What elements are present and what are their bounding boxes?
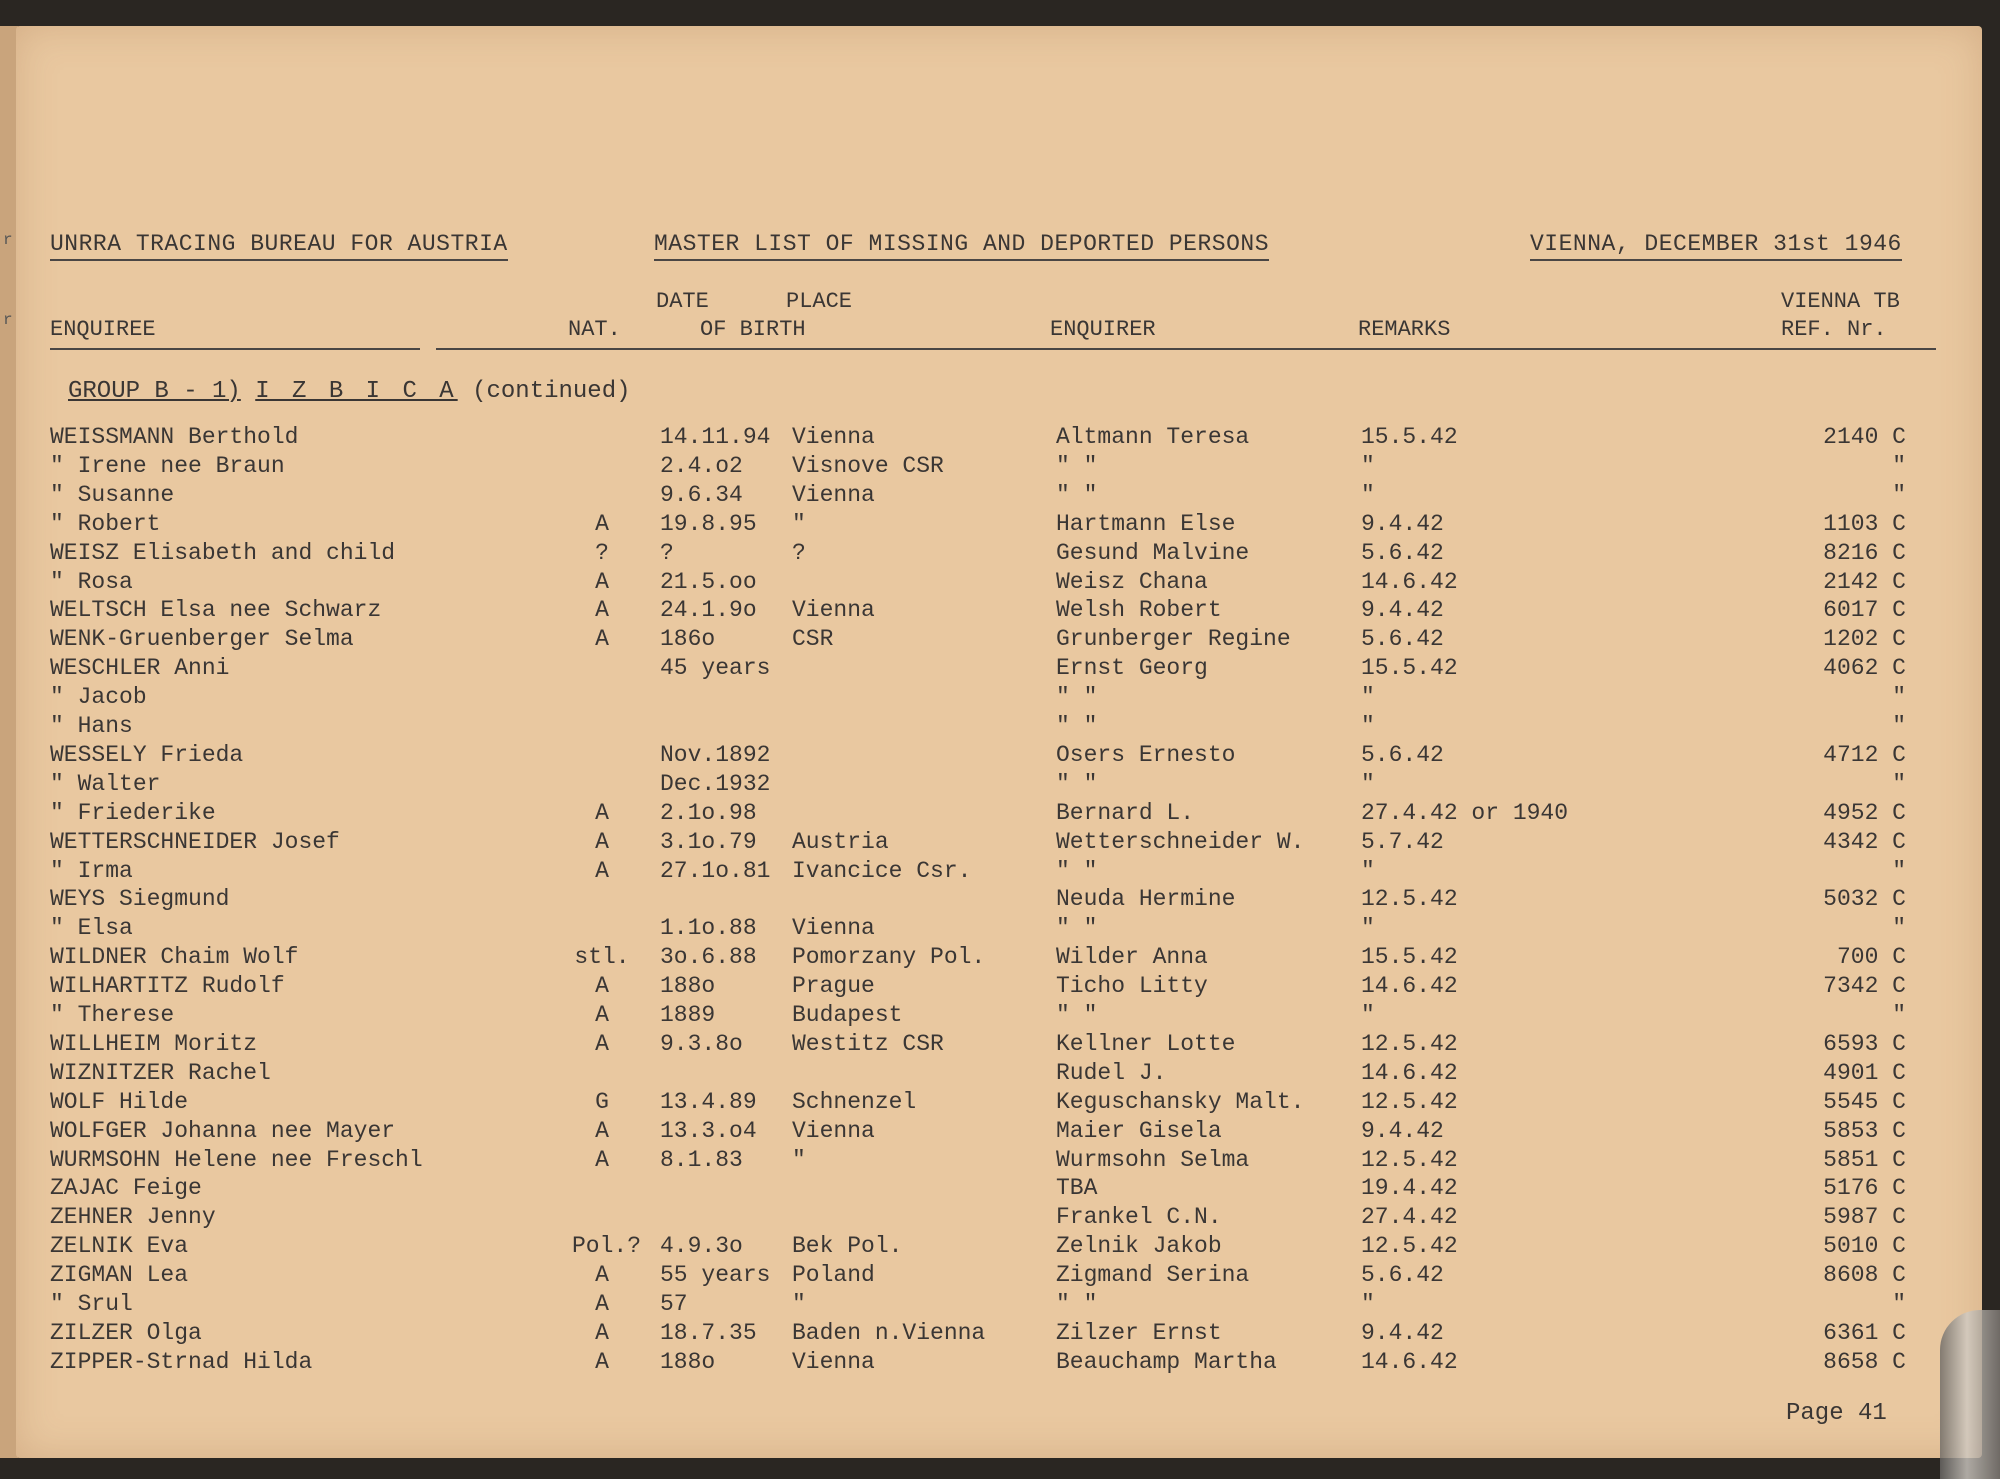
remarks: 9.4.42 [1361,1117,1444,1144]
reference-number: 6017 C [1823,597,1906,624]
column-rule [50,348,420,350]
nationality: A [595,1002,609,1028]
table-row [16,1291,1982,1321]
reference-number: 6361 C [1823,1319,1906,1346]
enquiree-name: " Robert [50,510,161,537]
enquirer-name: " " [1056,915,1098,942]
table-row [16,1089,1982,1119]
place-of-birth: " [792,1146,806,1173]
nationality: A [595,626,609,653]
table-row [16,540,1982,570]
date-of-birth: 57 [660,1291,688,1317]
reference-number: 2140 C [1823,424,1906,450]
enquirer-name: Gesund Malvine [1056,539,1250,566]
reference-number: 5545 C [1823,1088,1906,1115]
place-of-birth: ? [792,539,806,566]
enquirer-name: " " [1056,1002,1098,1028]
date-of-birth: Nov.1892 [660,741,771,768]
binding-mark: r [3,231,13,249]
date-of-birth: 55 years [660,1262,771,1289]
nationality: A [595,973,609,1000]
date-of-birth: 2.4.o2 [660,452,743,479]
enquiree-name: WILDNER Chaim Wolf [50,944,299,971]
enquiree-name: " Hans [50,713,133,739]
enquiree-name: " Friederike [50,799,216,826]
remarks: 15.5.42 [1361,424,1458,450]
remarks: 12.5.42 [1361,886,1458,913]
enquirer-name: Grunberger Regine [1056,626,1291,653]
remarks: 5.7.42 [1361,828,1444,855]
nationality: ? [595,539,609,566]
table-row [16,684,1982,714]
table-row [16,1118,1982,1148]
enquirer-name: Zilzer Ernst [1056,1319,1222,1346]
column-remarks: REMARKS [1358,317,1451,342]
table-row [16,1147,1982,1177]
remarks: " [1361,770,1375,797]
place-of-birth: Ivancice Csr. [792,857,972,884]
reference-number: 700 C [1836,944,1906,971]
date-of-birth: ? [660,539,674,566]
remarks: 14.6.42 [1361,568,1458,595]
remarks: 15.5.42 [1361,944,1458,971]
binder-clip [1940,1310,2000,1479]
column-enquirer: ENQUIRER [1050,317,1156,342]
enquiree-name: ZIGMAN Lea [50,1262,189,1289]
date-of-birth: 9.6.34 [660,481,743,508]
reference-number: 8658 C [1823,1348,1906,1375]
remarks: " [1361,684,1375,711]
table-row [16,1175,1982,1205]
document-page [16,26,1982,1458]
date-of-birth: 21.5.oo [660,568,757,595]
remarks: 5.6.42 [1361,626,1444,653]
place-of-birth: Austria [792,828,889,855]
date-of-birth: 1889 [660,1002,716,1028]
nationality: A [595,1030,609,1057]
enquirer-name: Bernard L. [1056,799,1195,826]
enquirer-name: Wilder Anna [1056,944,1208,971]
page-number: Page 41 [1786,1400,1887,1427]
enquirer-name: Maier Gisela [1056,1117,1222,1144]
enquiree-name: WETTERSCHNEIDER Josef [50,828,340,855]
remarks: 12.5.42 [1361,1088,1458,1115]
column-ref-nr: REF. Nr. [1781,317,1887,342]
remarks: 12.5.42 [1361,1030,1458,1057]
enquirer-name: Zigmand Serina [1056,1262,1250,1289]
nationality: stl. [574,944,630,971]
enquiree-name: " Jacob [50,684,147,711]
enquirer-name: Hartmann Else [1056,510,1236,537]
enquirer-name: Beauchamp Martha [1056,1348,1277,1375]
table-row [16,1320,1982,1350]
group-suffix: (continued) [472,378,631,405]
remarks: 14.6.42 [1361,973,1458,1000]
remarks: 12.5.42 [1361,1146,1458,1173]
date-of-birth: 188o [660,1348,716,1375]
enquiree-name: " Irma [50,857,133,884]
place-of-birth: CSR [792,626,834,653]
reference-number: " [1892,915,1906,942]
remarks: " [1361,452,1375,479]
reference-number: 6593 C [1823,1030,1906,1057]
enquirer-name: " " [1056,857,1098,884]
reference-number: 4342 C [1823,828,1906,855]
column-place-label: PLACE [786,289,853,314]
binding-mark: r [3,311,13,329]
enquirer-name: " " [1056,1291,1098,1317]
group-heading [68,378,631,405]
reference-number: " [1892,452,1906,479]
table-row [16,482,1982,512]
enquirer-name: Ticho Litty [1056,973,1208,1000]
column-date-label: DATE [656,289,709,314]
reference-number: " [1892,713,1906,739]
place-of-birth: " [792,510,806,537]
reference-number: 1202 C [1823,626,1906,653]
table-row [16,655,1982,685]
reference-number: 2142 C [1823,568,1906,595]
place-of-birth: Poland [792,1262,875,1289]
group-prefix: GROUP B - 1) [68,378,241,405]
reference-number: 5010 C [1823,1233,1906,1260]
enquirer-name: " " [1056,713,1098,739]
remarks: 27.4.42 [1361,1204,1458,1231]
remarks: 9.4.42 [1361,510,1444,537]
reference-number: 8216 C [1823,539,1906,566]
remarks: 9.4.42 [1361,1319,1444,1346]
header-bureau: UNRRA TRACING BUREAU FOR AUSTRIA [50,231,508,261]
table-row [16,800,1982,830]
place-of-birth: Pomorzany Pol. [792,944,986,971]
place-of-birth: Budapest [792,1002,903,1028]
reference-number: 4952 C [1823,799,1906,826]
remarks: 5.6.42 [1361,1262,1444,1289]
reference-number: 8608 C [1823,1262,1906,1289]
table-row [16,511,1982,541]
enquiree-name: ZILZER Olga [50,1319,202,1346]
table-row [16,915,1982,945]
date-of-birth: 13.4.89 [660,1088,757,1115]
enquiree-name: WELTSCH Elsa nee Schwarz [50,597,382,624]
table-row [16,1233,1982,1263]
enquiree-name: " Srul [50,1291,133,1317]
reference-number: 5176 C [1823,1175,1906,1202]
nationality: A [595,1348,609,1375]
table-row [16,1002,1982,1032]
nationality: A [595,1117,609,1144]
nationality: A [595,1319,609,1346]
enquiree-name: ZAJAC Feige [50,1175,202,1202]
date-of-birth: 188o [660,973,716,1000]
enquiree-name: WURMSOHN Helene nee Freschl [50,1146,423,1173]
header-date: VIENNA, DECEMBER 31st 1946 [1530,231,1902,261]
date-of-birth: 3.1o.79 [660,828,757,855]
remarks: 5.6.42 [1361,539,1444,566]
place-of-birth: Bek Pol. [792,1233,903,1260]
enquiree-name: WESCHLER Anni [50,655,230,682]
enquiree-name: ZELNIK Eva [50,1233,189,1260]
table-row [16,597,1982,627]
enquiree-name: " Irene nee Braun [50,452,285,479]
place-of-birth: Vienna [792,1117,875,1144]
remarks: " [1361,713,1375,739]
enquirer-name: TBA [1056,1175,1098,1202]
date-of-birth: 4.9.3o [660,1233,743,1260]
nationality: A [595,1262,609,1289]
nationality: A [595,1146,609,1173]
remarks: 5.6.42 [1361,741,1444,768]
enquiree-name: WEISZ Elisabeth and child [50,539,396,566]
remarks: " [1361,915,1375,942]
date-of-birth: 9.3.8o [660,1030,743,1057]
remarks: 12.5.42 [1361,1233,1458,1260]
date-of-birth: 3o.6.88 [660,944,757,971]
table-row [16,713,1982,743]
nationality: A [595,568,609,595]
enquiree-name: WIZNITZER Rachel [50,1059,271,1086]
enquirer-name: Keguschansky Malt. [1056,1088,1305,1115]
table-row [16,1204,1982,1234]
reference-number: 4712 C [1823,741,1906,768]
nationality: Pol.? [572,1233,642,1260]
nationality: A [595,828,609,855]
table-row [16,424,1982,454]
remarks: " [1361,1291,1375,1317]
column-date-of-birth: OF BIRTH [700,317,806,342]
reference-number: 5987 C [1823,1204,1906,1231]
reference-number: 5851 C [1823,1146,1906,1173]
date-of-birth: 186o [660,626,716,653]
nationality: A [595,799,609,826]
enquirer-name: Neuda Hermine [1056,886,1236,913]
header-list-title: MASTER LIST OF MISSING AND DEPORTED PERSONS [654,231,1269,261]
enquiree-name: WEISSMANN Berthold [50,424,299,450]
table-row [16,1060,1982,1090]
place-of-birth: " [792,1291,806,1317]
enquirer-name: Zelnik Jakob [1056,1233,1222,1260]
reference-number: " [1892,684,1906,711]
nationality: A [595,597,609,624]
place-of-birth: Schnenzel [792,1088,917,1115]
reference-number: " [1892,1291,1906,1317]
enquirer-name: Ernst Georg [1056,655,1208,682]
enquiree-name: " Walter [50,770,161,797]
enquiree-name: WOLF Hilde [50,1088,189,1115]
enquirer-name: " " [1056,481,1098,508]
enquirer-name: Osers Ernesto [1056,741,1236,768]
date-of-birth: 2.1o.98 [660,799,757,826]
enquirer-name: Kellner Lotte [1056,1030,1236,1057]
date-of-birth: 27.1o.81 [660,857,771,884]
date-of-birth: 24.1.9o [660,597,757,624]
table-row [16,1349,1982,1379]
column-enquiree: ENQUIREE [50,317,156,342]
enquiree-name: WILLHEIM Moritz [50,1030,258,1057]
column-ref-label: VIENNA TB [1781,289,1900,314]
reference-number: 4062 C [1823,655,1906,682]
enquirer-name: Rudel J. [1056,1059,1167,1086]
place-of-birth: Visnove CSR [792,452,944,479]
enquirer-name: Weisz Chana [1056,568,1208,595]
reference-number: " [1892,1002,1906,1028]
enquiree-name: WESSELY Frieda [50,741,244,768]
enquiree-name: WEYS Siegmund [50,886,230,913]
place-of-birth: Vienna [792,1348,875,1375]
reference-number: " [1892,857,1906,884]
table-row [16,569,1982,599]
remarks: 15.5.42 [1361,655,1458,682]
enquirer-name: " " [1056,770,1098,797]
enquirer-name: Wetterschneider W. [1056,828,1305,855]
reference-number: 5032 C [1823,886,1906,913]
date-of-birth: Dec.1932 [660,770,771,797]
nationality: A [595,857,609,884]
place-of-birth: Westitz CSR [792,1030,944,1057]
remarks: 14.6.42 [1361,1348,1458,1375]
table-row [16,886,1982,916]
place-of-birth: Vienna [792,597,875,624]
enquiree-name: WILHARTITZ Rudolf [50,973,285,1000]
enquirer-name: " " [1056,684,1098,711]
table-row [16,858,1982,888]
date-of-birth: 19.8.95 [660,510,757,537]
enquiree-name: WOLFGER Johanna nee Mayer [50,1117,396,1144]
enquirer-name: Wurmsohn Selma [1056,1146,1250,1173]
table-row [16,626,1982,656]
column-rule [436,348,1936,350]
date-of-birth: 13.3.o4 [660,1117,757,1144]
date-of-birth: 8.1.83 [660,1146,743,1173]
remarks: 14.6.42 [1361,1059,1458,1086]
remarks: " [1361,1002,1375,1028]
place-of-birth: Baden n.Vienna [792,1319,986,1346]
table-row [16,1031,1982,1061]
table-row [16,453,1982,483]
date-of-birth: 45 years [660,655,771,682]
nationality: A [595,1291,609,1317]
reference-number: 4901 C [1823,1059,1906,1086]
date-of-birth: 18.7.35 [660,1319,757,1346]
enquirer-name: Frankel C.N. [1056,1204,1222,1231]
place-of-birth: Prague [792,973,875,1000]
remarks: 27.4.42 or 1940 [1361,799,1569,826]
reference-number: 1103 C [1823,510,1906,537]
enquiree-name: " Elsa [50,915,133,942]
table-row [16,1262,1982,1292]
enquiree-name: ZIPPER-Strnad Hilda [50,1348,313,1375]
place-of-birth: Vienna [792,915,875,942]
reference-number: 5853 C [1823,1117,1906,1144]
date-of-birth: 1.1o.88 [660,915,757,942]
reference-number: " [1892,481,1906,508]
enquirer-name: Altmann Teresa [1056,424,1250,450]
nationality: G [595,1088,609,1115]
reference-number: 7342 C [1823,973,1906,1000]
enquirer-name: Welsh Robert [1056,597,1222,624]
remarks: 19.4.42 [1361,1175,1458,1202]
remarks: " [1361,481,1375,508]
group-name: I Z B I C A [255,378,458,405]
place-of-birth: Vienna [792,481,875,508]
enquiree-name: " Susanne [50,481,175,508]
table-row [16,829,1982,859]
place-of-birth: Vienna [792,424,875,450]
remarks: " [1361,857,1375,884]
enquiree-name: WENK-Gruenberger Selma [50,626,354,653]
enquiree-name: " Rosa [50,568,133,595]
enquiree-name: ZEHNER Jenny [50,1204,216,1231]
table-row [16,742,1982,772]
table-row [16,771,1982,801]
remarks: 9.4.42 [1361,597,1444,624]
reference-number: " [1892,770,1906,797]
nationality: A [595,510,609,537]
enquiree-name: " Therese [50,1002,175,1028]
column-nat: NAT. [568,317,621,342]
table-row [16,944,1982,974]
date-of-birth: 14.11.94 [660,424,771,450]
enquirer-name: " " [1056,452,1098,479]
table-row [16,973,1982,1003]
